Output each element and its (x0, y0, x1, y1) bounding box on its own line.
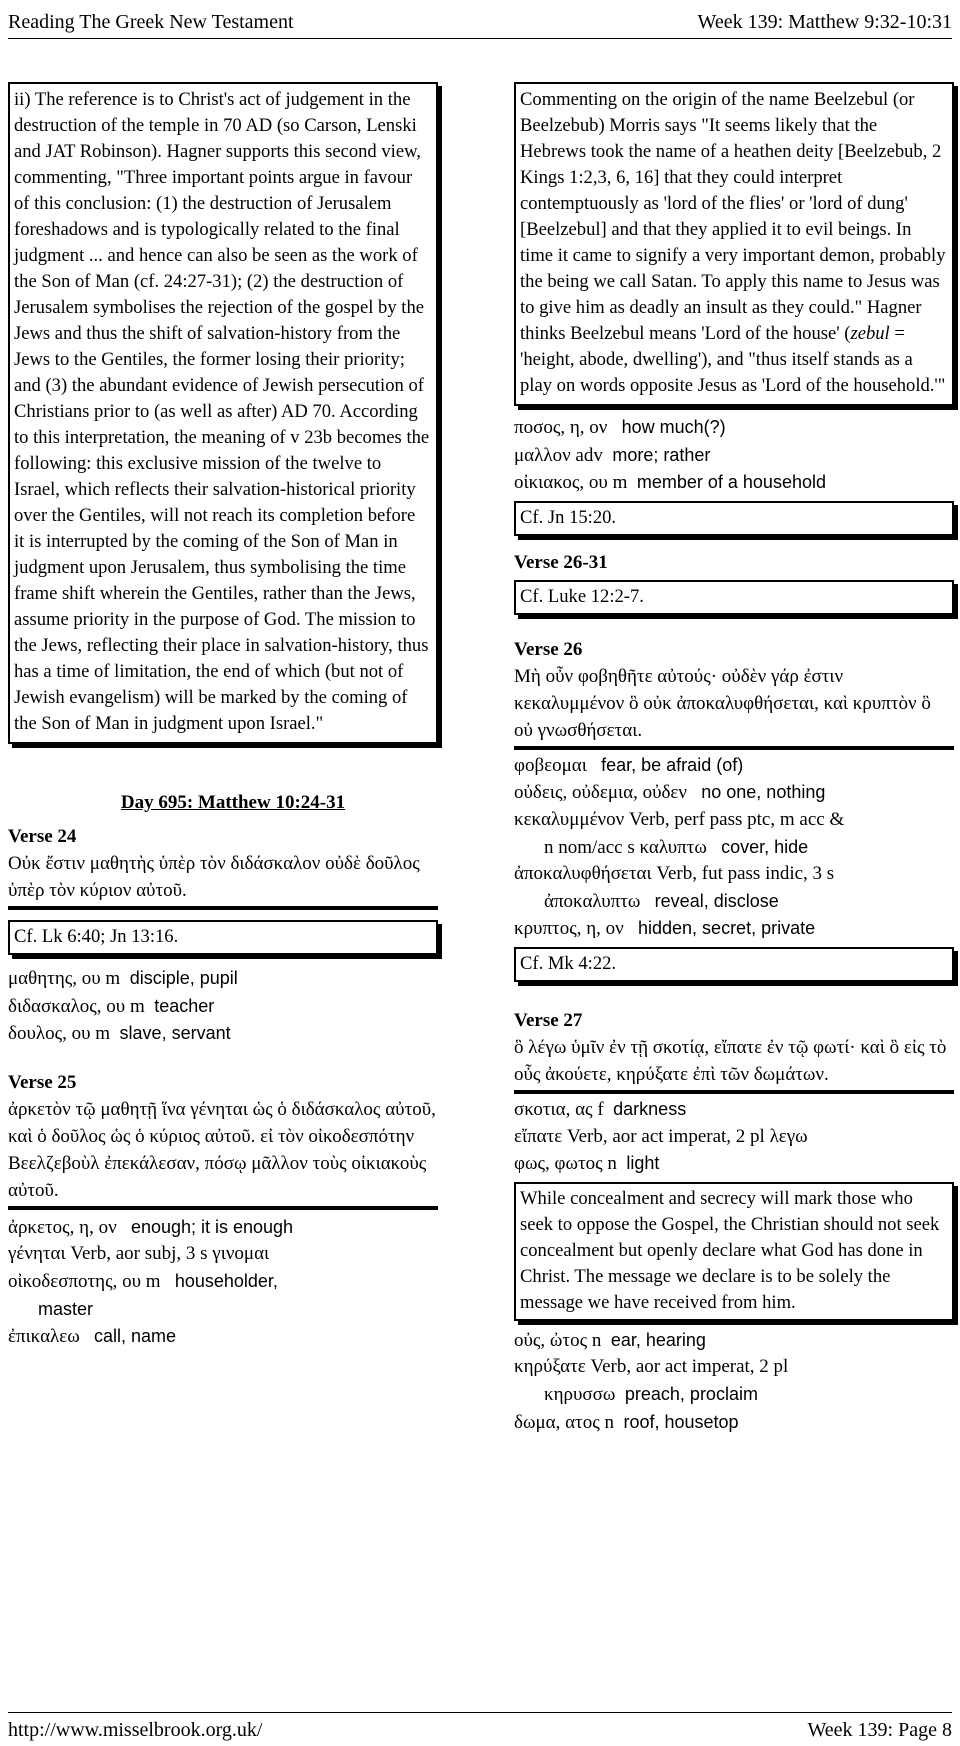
left-column (8, 82, 438, 1351)
vocab-entry: κρυπτος, η, ον hidden, secret, private (514, 918, 816, 940)
vocab-entry: φοβεομαι fear, be afraid (of) (514, 754, 744, 776)
vocab-entry: οὐδεις, οὐδεμια, οὐδεν no one, nothing (514, 782, 826, 804)
verse-25-heading: Verse 25 (8, 1071, 77, 1093)
vocab-entry-cont: master (38, 1298, 94, 1319)
vocab-entry: σκοτια, ας f darkness (514, 1098, 687, 1120)
verse-27-vocab-2 (514, 1327, 954, 1436)
page-footer (8, 1712, 952, 1743)
vocab-entry: ἀποκαλυφθήσεται Verb, fut pass indic, 3 s (514, 863, 835, 885)
right-column (514, 82, 954, 1436)
vocab-entry: οὐς, ὠτος n ear, hearing (514, 1329, 706, 1351)
day-heading: Day 695: Matthew 10:24-31 (120, 792, 346, 813)
vocab-entry: ποσος, η, ον how much(?) (514, 417, 726, 438)
zebul-italic: zebul (850, 323, 890, 344)
verse-25-greek: ἀρκετὸν τῷ μαθητῇ ἵνα γένηται ὡς ὁ διδάσκαλος αὐτοῦ, καὶ ὁ δοῦλος ὡς ὁ κύριος αὐτοῦ. εἰ τὸν οἰκοδεσπότην Βεελζεβοὺλ ἐπεκάλεσαν, πόσῳ μᾶλλον τοὺς οἰκιακοὺς αὐτοῦ. (8, 1096, 438, 1208)
vocab-entry: ἐπικαλεω call, name (8, 1326, 177, 1348)
verse-24-greek: Οὐκ ἔστιν μαθητὴς ὑπὲρ τὸν διδάσκαλον οὐδὲ δοῦλος ὑπὲρ τὸν κύριον αὐτοῦ. (8, 850, 438, 908)
beelzebul-note-box: Commenting on the origin of the name Beelzebul (or Beelzebub) Morris says "It seems likely that the Hebrews took the name of a heathen deity [Beelzebub, 2 Kings 1:2,3, 6, 16] that they could interpret contemptuously as 'lord of the flies' or 'lord of dung' [Beelzebul] and that they applied it to evil beings. In time it came to signify a very important demon, probably the being we call Satan. To apply this name to Jesus was to give him as deadly an insult as they could." Hagner thinks Beelzebul means 'Lord of the house' (zebul = 'height, abode, dwelling'), and "thus itself stands as a play on words opposite Jesus as 'Lord of the household.'" (514, 82, 954, 406)
verse-27-note-box: While concealment and secrecy will mark those who seek to oppose the Gospel, the Christian should not seek concealment but openly declare what God has done in Christ. The message we declare is to be solely the message we have received from him. (514, 1182, 954, 1321)
header-title: Reading The Greek New Testament (8, 11, 294, 33)
vocab-entry: δωμα, ατος n roof, housetop (514, 1411, 739, 1433)
verse-27-heading: Verse 27 (514, 1009, 583, 1031)
vocab-entry: δουλος, ου m slave, servant (8, 1023, 231, 1045)
vocab-entry: μαλλον adv more; rather (514, 444, 711, 466)
verse-24-crossref: Cf. Lk 6:40; Jn 13:16. (8, 920, 438, 955)
verse-24-vocab (8, 965, 438, 1048)
verse-25-vocab-cont (514, 414, 954, 497)
verse-26-crossref: Cf. Mk 4:22. (514, 947, 954, 982)
vocab-entry: εἴπατε Verb, aor act imperat, 2 pl λεγω (514, 1125, 808, 1147)
header-week: Week 139: Matthew 9:32-10:31 (697, 11, 952, 33)
vocab-entry-cont: κηρυσσω preach, proclaim (544, 1383, 758, 1405)
vocab-entry: οἰκιακος, ου m member of a household (514, 472, 826, 494)
verse-25-crossref: Cf. Jn 15:20. (514, 501, 954, 536)
vocab-entry-cont: ἀποκαλυπτω reveal, disclose (544, 890, 779, 912)
vocab-entry: φως, φωτος n light (514, 1153, 660, 1175)
verse-26-greek: Μὴ οὖν φοβηθῆτε αὐτούς· οὐδὲν γάρ ἐστιν κεκαλυμμένον ὃ οὐκ ἀποκαλυφθήσεται, καὶ κρυπτὸν ὃ οὐ γνωσθήσεται. (514, 663, 954, 748)
verse-26-vocab (514, 752, 954, 943)
verse-27-vocab (514, 1096, 954, 1178)
footer-url[interactable]: http://www.misselbrook.org.uk/ (8, 1719, 263, 1741)
verse-24-heading: Verse 24 (8, 826, 77, 847)
verse-25-vocab (8, 1214, 438, 1351)
page-header (8, 6, 952, 39)
verse-26-31-crossref: Cf. Luke 12:2-7. (514, 580, 954, 615)
verse-27-greek: ὃ λέγω ὑμῖν ἐν τῇ σκοτίᾳ, εἴπατε ἐν τῷ φωτί· καὶ ὃ εἰς τὸ οὖς ἀκούετε, κηρύξατε ἐπὶ τῶν δωμάτων. (514, 1034, 954, 1092)
vocab-entry: οἰκοδεσποτης, ου m householder, (8, 1270, 278, 1292)
hagner-quote-box: ii) The reference is to Christ's act of judgement in the destruction of the temple in 70 AD (so Carson, Lenski and JAT Robinson). Hagner supports this second view, commenting, "Three important points argue in favour of this conclusion: (1) the destruction of Jerusalem foreshadows and is typologically related to the final judgment ... and hence can also be seen as the work of the Son of Man (cf. 24:27-31); (2) the destruction of Jerusalem symbolises the rejection of the gospel by the Jews and thus the shift of salvation-history from the Jews to the Gentiles, the former losing their priority; and (3) the abundant evidence of Jewish persecution of Christians prior to (as well as after) AD 70. According to this interpretation, the meaning of v 23b becomes the following: this exclusive mission of the twelve to Israel, which reflects their salvation-historical priority over the Gentiles, will not reach its completion before it is interrupted by the coming of the Son of Man in judgment upon Jerusalem, thus symbolising the time frame shift wherein the Gentiles, rather than the Jews, assume priority in the purpose of God. The mission to the Jews, reflecting their place in salvation-history, thus has a time of limitation, the end of which (but not of Jewish evangelism) will be marked by the coming of the Son of Man in judgment upon Israel." (8, 82, 438, 744)
vocab-entry: διδασκαλος, ου m teacher (8, 995, 215, 1017)
vocab-entry-cont: n nom/acc s καλυπτω cover, hide (544, 836, 809, 858)
footer-page-number: Week 139: Page 8 (807, 1719, 952, 1741)
verse-26-31-heading: Verse 26-31 (514, 551, 608, 573)
vocab-entry: ἀρκετος, η, ον enough; it is enough (8, 1216, 294, 1238)
verse-26-heading: Verse 26 (514, 638, 583, 660)
vocab-entry: κηρύξατε Verb, aor act imperat, 2 pl (514, 1356, 789, 1378)
vocab-entry: γένηται Verb, aor subj, 3 s γινομαι (8, 1243, 270, 1265)
vocab-entry: κεκαλυμμένον Verb, perf pass ptc, m acc & (514, 808, 845, 830)
vocab-entry: μαθητης, ου m disciple, pupil (8, 968, 238, 989)
